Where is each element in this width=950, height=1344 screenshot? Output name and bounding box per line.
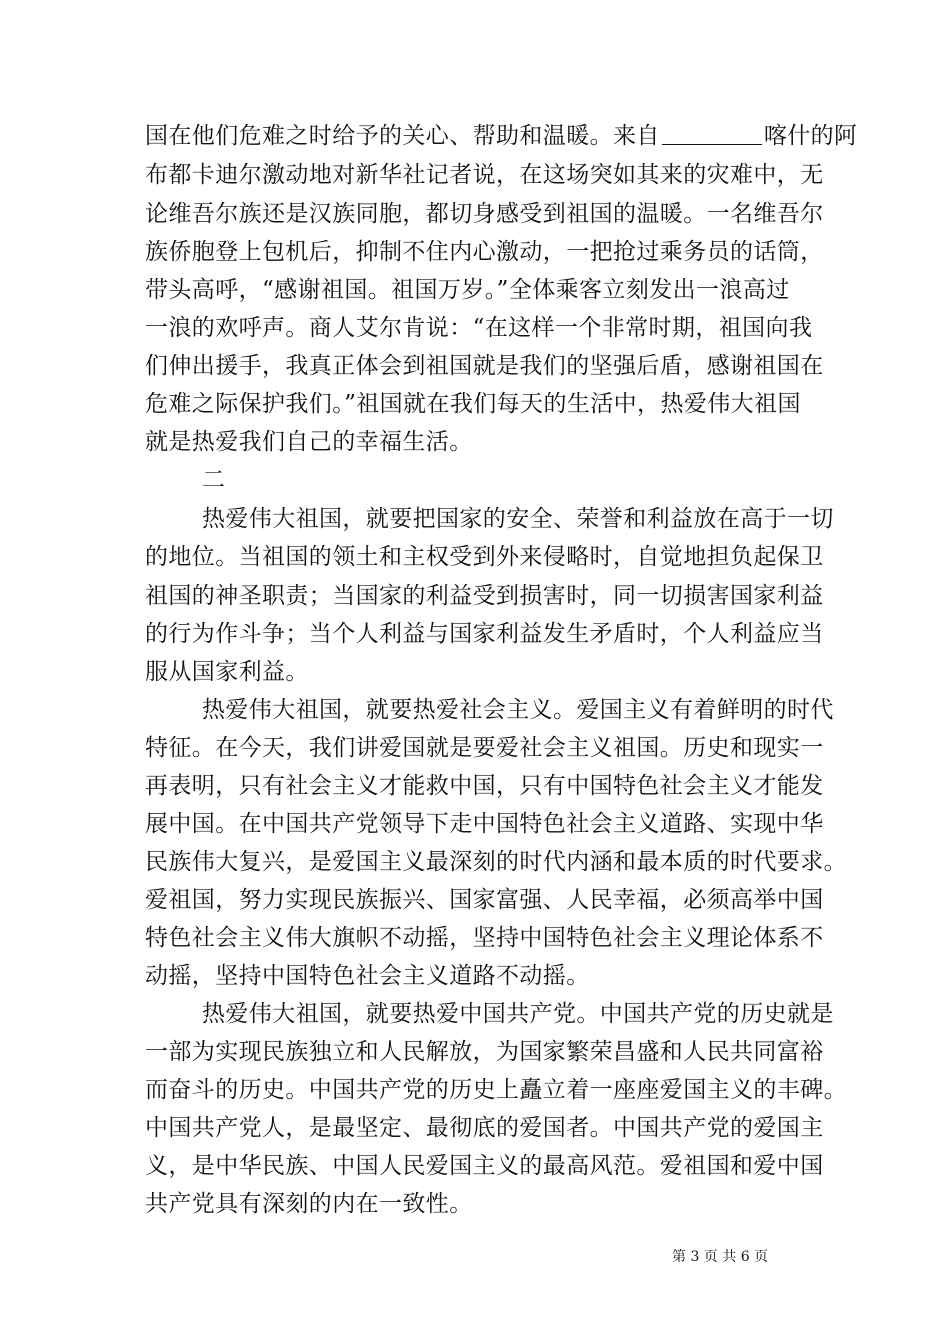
text-line: 的地位。当祖国的领土和主权受到外来侵略时，自觉地担负起保卫 xyxy=(145,544,824,570)
text-line: 带头高呼，“感谢祖国。祖国万岁。”全体乘客立刻发出一浪高过 xyxy=(145,277,790,303)
text-line: 共产党具有深刻的内在一致性。 xyxy=(145,1191,473,1217)
text-line: 而奋斗的历史。中国共产党的历史上矗立着一座座爱国主义的丰碑。 xyxy=(145,1077,847,1103)
text-line: 祖国的神圣职责；当国家的利益受到损害时，同一切损害国家利益 xyxy=(145,583,824,609)
text-line: 论维吾尔族还是汉族同胞，都切身感受到祖国的温暖。一名维吾尔 xyxy=(145,201,824,227)
text-line: 的行为作斗争；当个人利益与国家利益发生矛盾时，个人利益应当 xyxy=(145,621,824,647)
text-line: 义，是中华民族、中国人民爱国主义的最高风范。爱祖国和爱中国 xyxy=(145,1153,824,1179)
text-line: 们伸出援手，我真正体会到祖国就是我们的坚强后盾，感谢祖国在 xyxy=(145,353,824,379)
text-line: 中国共产党人，是最坚定、最彻底的爱国者。中国共产党的爱国主 xyxy=(145,1115,824,1141)
text-line: 一部为实现民族独立和人民解放，为国家繁荣昌盛和人民共同富裕 xyxy=(145,1039,824,1065)
text-line: 民族伟大复兴，是爱国主义最深刻的时代内涵和最本质的时代要求。 xyxy=(145,849,847,875)
text-line: 热爱伟大祖国，就要把国家的安全、荣誉和利益放在高于一切 xyxy=(202,506,834,532)
text-segment: 国在他们危难之时给予的关心、帮助和温暖。来自 xyxy=(145,123,660,149)
text-line: 特色社会主义伟大旗帜不动摇，坚持中国特色社会主义理论体系不 xyxy=(145,925,824,951)
text-line: 布都卡迪尔激动地对新华社记者说，在这场突如其来的灾难中，无 xyxy=(145,162,824,188)
text-line: 再表明，只有社会主义才能救中国，只有中国特色社会主义才能发 xyxy=(145,773,824,799)
text-segment: 喀什的阿 xyxy=(763,123,858,149)
text-line: 一浪的欢呼声。商人艾尔肯说：“在这样一个非常时期，祖国向我 xyxy=(145,315,813,341)
text-line: 族侨胞登上包机后，抑制不住内心激动，一把抢过乘务员的话筒， xyxy=(145,239,824,265)
text-line: 动摇，坚持中国特色社会主义道路不动摇。 xyxy=(145,963,590,989)
section-heading: 二 xyxy=(202,467,226,493)
text-line: 特征。在今天，我们讲爱国就是要爱社会主义祖国。历史和现实一 xyxy=(145,735,824,761)
text-line: 热爱伟大祖国，就要热爱社会主义。爱国主义有着鲜明的时代 xyxy=(202,697,834,723)
page-number: 第 3 页 共 6 页 xyxy=(672,1249,769,1265)
text-line: 爱祖国，努力实现民族振兴、国家富强、人民幸福，必须高举中国 xyxy=(145,887,824,913)
text-line: 服从国家利益。 xyxy=(145,659,309,685)
text-line: 热爱伟大祖国，就要热爱中国共产党。中国共产党的历史就是 xyxy=(202,1001,834,1027)
text-line xyxy=(145,118,858,154)
fill-in-blank xyxy=(662,124,762,145)
text-line: 危难之际保护我们。”祖国就在我们每天的生活中，热爱伟大祖国 xyxy=(145,391,801,417)
text-line: 就是热爱我们自己的幸福生活。 xyxy=(145,429,473,455)
text-line: 展中国。在中国共产党领导下走中国特色社会主义道路、实现中华 xyxy=(145,811,824,837)
